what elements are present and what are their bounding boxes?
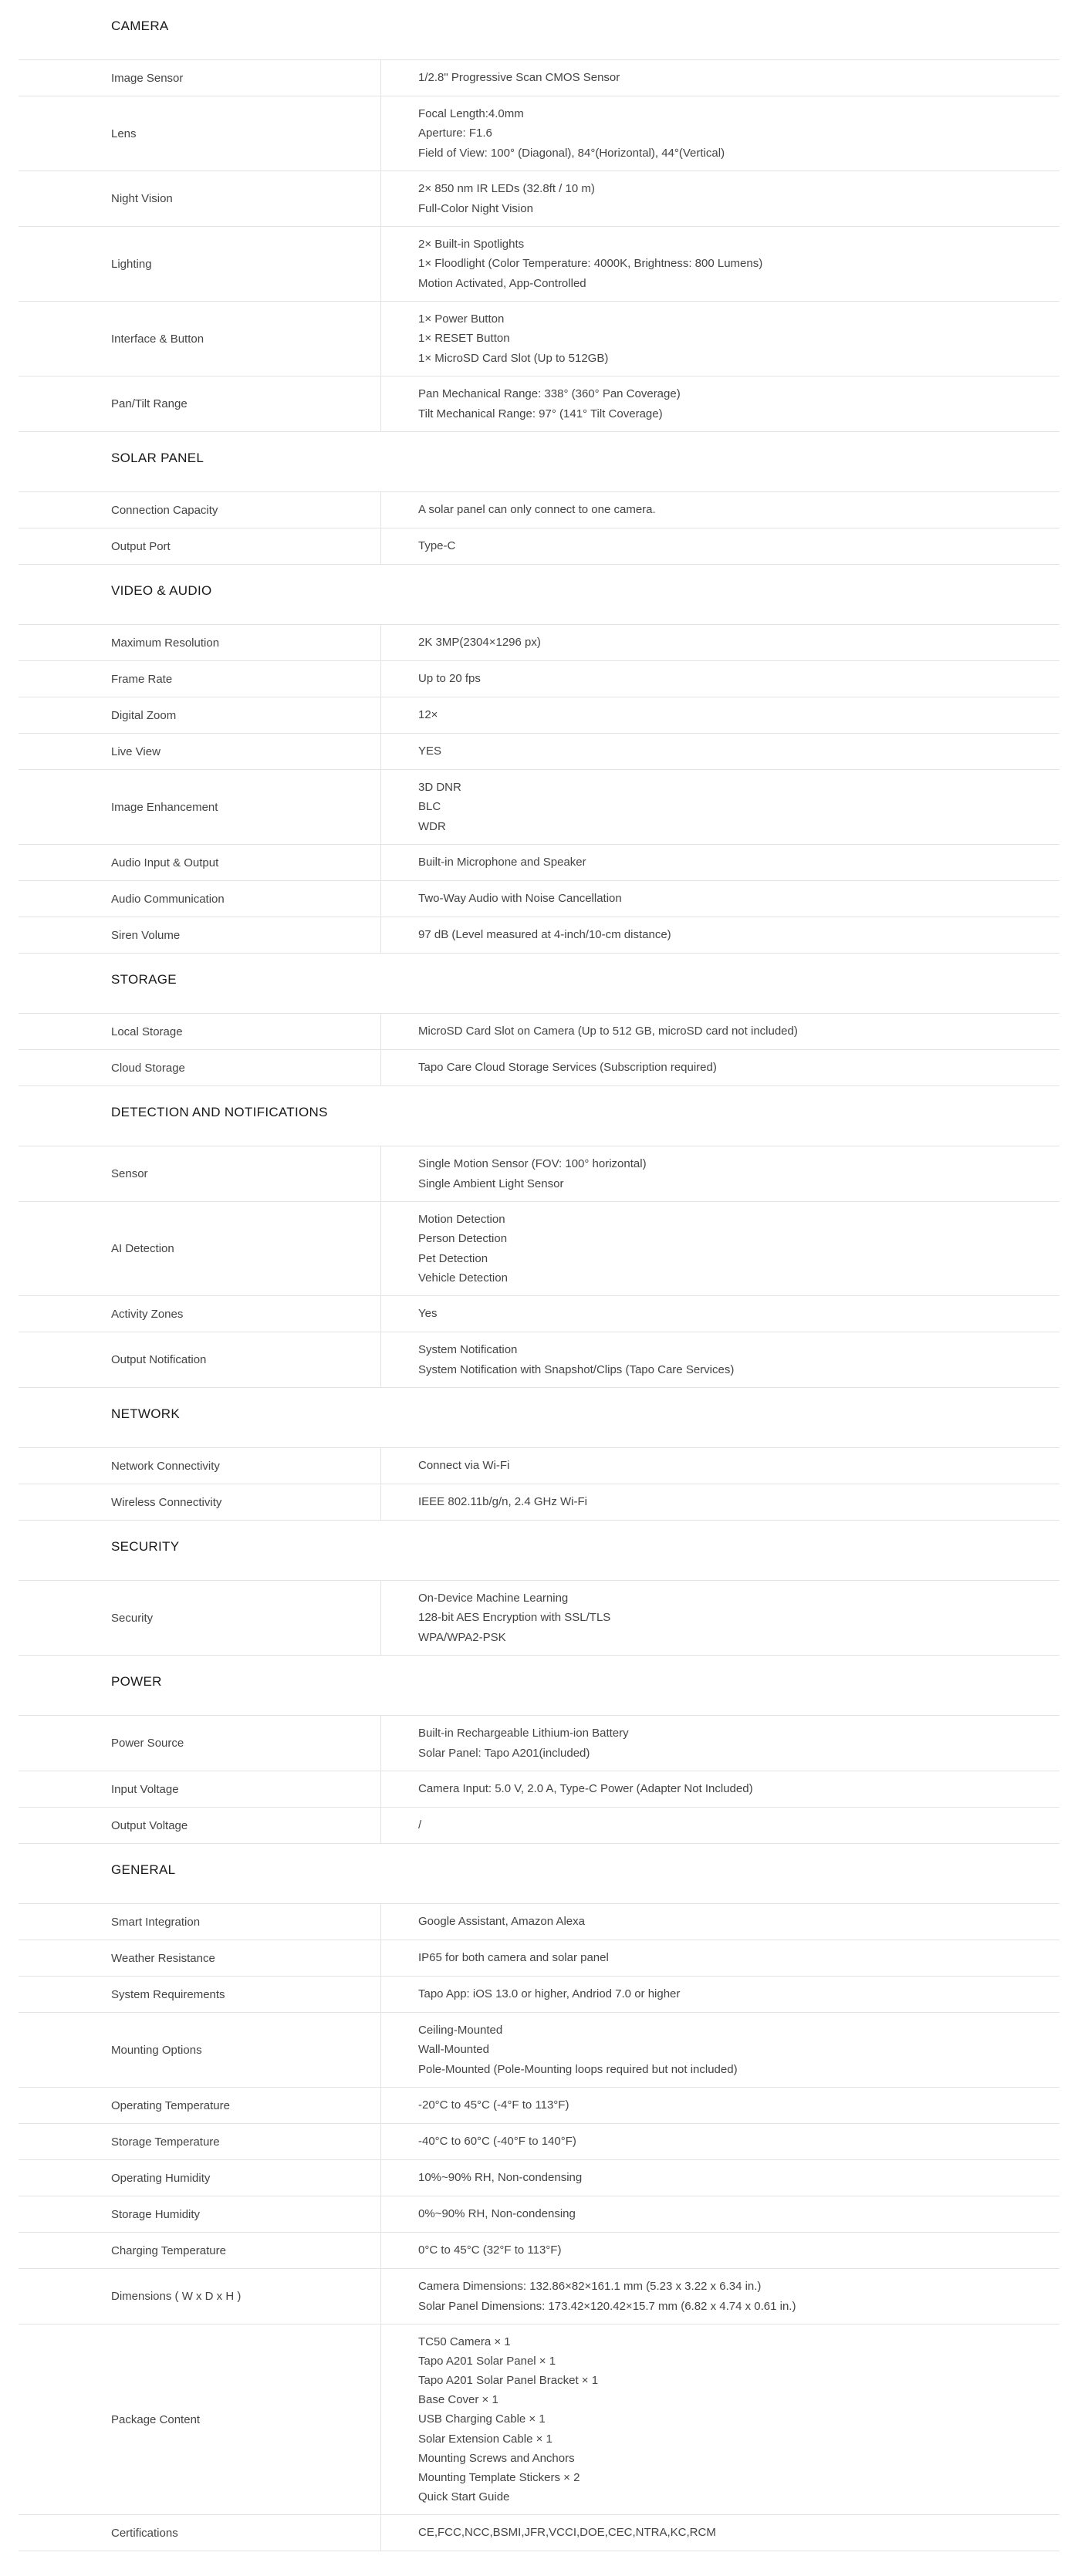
spec-value bbox=[381, 1904, 1059, 1940]
spec-row bbox=[19, 1808, 1059, 1844]
spec-value bbox=[381, 1484, 1059, 1520]
spec-row bbox=[19, 1977, 1059, 2013]
spec-row bbox=[19, 96, 1059, 171]
spec-value-line: Person Detection bbox=[418, 1232, 508, 1246]
spec-row bbox=[19, 302, 1059, 376]
spec-label: Output Port bbox=[19, 528, 381, 564]
spec-value-line: Ceiling-Mounted bbox=[418, 2024, 503, 2038]
spec-row bbox=[19, 2160, 1059, 2196]
spec-value bbox=[381, 1146, 1059, 1201]
spec-label: Mounting Options bbox=[19, 2013, 381, 2087]
spec-row bbox=[19, 881, 1059, 917]
spec-value-line: 10%~90% RH, Non-condensing bbox=[418, 2171, 583, 2185]
spec-value-line: Aperture: F1.6 bbox=[418, 127, 492, 140]
spec-label: Lens bbox=[19, 96, 381, 170]
spec-value-line: Base Cover × 1 bbox=[418, 2393, 498, 2407]
spec-value-line: YES bbox=[418, 744, 442, 758]
spec-row bbox=[19, 60, 1059, 96]
spec-value-line: Up to 20 fps bbox=[418, 672, 481, 686]
spec-value-line: Field of View: 100° (Diagonal), 84°(Horizontal), 44°(Vertical) bbox=[418, 146, 725, 160]
spec-value-line: Full-Color Night Vision bbox=[418, 201, 533, 215]
spec-value bbox=[381, 1808, 1059, 1843]
spec-label: Audio Input & Output bbox=[19, 845, 381, 880]
spec-label: Wireless Connectivity bbox=[19, 1484, 381, 1520]
spec-value-line: 0%~90% RH, Non-condensing bbox=[418, 2207, 576, 2221]
spec-value-line: 0°C to 45°C (32°F to 113°F) bbox=[418, 2243, 562, 2257]
spec-label: Cloud Storage bbox=[19, 1050, 381, 1085]
spec-section bbox=[0, 1656, 1078, 1844]
spec-value bbox=[381, 2324, 1059, 2514]
spec-value-line: MicroSD Card Slot on Camera (Up to 512 GB, microSD card not included) bbox=[418, 1025, 798, 1038]
spec-row bbox=[19, 2124, 1059, 2160]
spec-value bbox=[381, 302, 1059, 376]
spec-value bbox=[381, 528, 1059, 564]
spec-value bbox=[381, 1448, 1059, 1484]
spec-value-line: 97 dB (Level measured at 4-inch/10-cm distance) bbox=[418, 928, 671, 942]
spec-row bbox=[19, 1296, 1059, 1332]
spec-label: Digital Zoom bbox=[19, 697, 381, 733]
spec-label: Maximum Resolution bbox=[19, 625, 381, 660]
spec-value-line: 128-bit AES Encryption with SSL/TLS bbox=[418, 1611, 611, 1625]
spec-value bbox=[381, 171, 1059, 226]
spec-value-line: Tapo A201 Solar Panel Bracket × 1 bbox=[418, 2374, 599, 2388]
spec-value-line: TC50 Camera × 1 bbox=[418, 2335, 511, 2349]
spec-value-line: IP65 for both camera and solar panel bbox=[418, 1951, 609, 1965]
spec-value-line: Solar Extension Cable × 1 bbox=[418, 2432, 553, 2446]
spec-value bbox=[381, 2515, 1059, 2551]
spec-label: Dimensions ( W x D x H ) bbox=[19, 2269, 381, 2324]
spec-value-line: WDR bbox=[418, 819, 446, 833]
spec-value bbox=[381, 2013, 1059, 2087]
section-title: CAMERA bbox=[19, 0, 1059, 60]
spec-value-line: Pet Detection bbox=[418, 1251, 488, 1265]
spec-value bbox=[381, 1050, 1059, 1085]
section-title: STORAGE bbox=[19, 954, 1059, 1014]
spec-value-line: USB Charging Cable × 1 bbox=[418, 2412, 546, 2426]
spec-label: System Requirements bbox=[19, 1977, 381, 2012]
spec-label: Pan/Tilt Range bbox=[19, 376, 381, 431]
spec-label: Sensor bbox=[19, 1146, 381, 1201]
spec-label: Certifications bbox=[19, 2515, 381, 2551]
spec-value-line: Mounting Screws and Anchors bbox=[418, 2451, 575, 2465]
spec-value-line: -40°C to 60°C (-40°F to 140°F) bbox=[418, 2135, 576, 2149]
spec-value-line: 1/2.8" Progressive Scan CMOS Sensor bbox=[418, 71, 620, 85]
spec-label: Output Voltage bbox=[19, 1808, 381, 1843]
spec-value bbox=[381, 845, 1059, 880]
section-title: DETECTION AND NOTIFICATIONS bbox=[19, 1086, 1059, 1146]
spec-row bbox=[19, 2269, 1059, 2324]
spec-value bbox=[381, 1332, 1059, 1387]
spec-row bbox=[19, 2233, 1059, 2269]
spec-value bbox=[381, 1771, 1059, 1807]
spec-value-line: 3D DNR bbox=[418, 781, 461, 795]
spec-label: Connection Capacity bbox=[19, 492, 381, 528]
spec-value-line: 12× bbox=[418, 708, 438, 722]
spec-value-line: 1× Floodlight (Color Temperature: 4000K, Brightness: 800 Lumens) bbox=[418, 257, 763, 271]
spec-row bbox=[19, 1448, 1059, 1484]
spec-value-line: Connect via Wi-Fi bbox=[418, 1459, 510, 1473]
spec-value-line: Focal Length:4.0mm bbox=[418, 107, 524, 121]
spec-label: Live View bbox=[19, 734, 381, 769]
spec-label: Operating Humidity bbox=[19, 2160, 381, 2196]
spec-label: Power Source bbox=[19, 1716, 381, 1771]
spec-value bbox=[381, 1296, 1059, 1332]
spec-value-line: IEEE 802.11b/g/n, 2.4 GHz Wi-Fi bbox=[418, 1495, 587, 1509]
spec-value-line: Quick Start Guide bbox=[418, 2490, 510, 2503]
spec-row bbox=[19, 1146, 1059, 1202]
spec-section bbox=[0, 432, 1078, 565]
section-title: POWER bbox=[19, 1656, 1059, 1716]
spec-value-line: Solar Panel Dimensions: 173.42×120.42×15.7 mm (6.82 x 4.74 x 0.61 in.) bbox=[418, 2299, 796, 2313]
spec-value bbox=[381, 1581, 1059, 1655]
spec-row bbox=[19, 1904, 1059, 1940]
spec-row bbox=[19, 1581, 1059, 1656]
spec-row bbox=[19, 2196, 1059, 2233]
spec-value bbox=[381, 2269, 1059, 2324]
spec-value-line: System Notification with Snapshot/Clips (Tapo Care Services) bbox=[418, 1362, 735, 1376]
spec-value-line: Single Motion Sensor (FOV: 100° horizontal) bbox=[418, 1157, 647, 1171]
spec-value bbox=[381, 492, 1059, 528]
spec-value-line: Camera Input: 5.0 V, 2.0 A, Type-C Power (Adapter Not Included) bbox=[418, 1782, 753, 1796]
spec-value bbox=[381, 2196, 1059, 2232]
spec-value bbox=[381, 96, 1059, 170]
spec-value-line: Tapo A201 Solar Panel × 1 bbox=[418, 2355, 556, 2368]
spec-value-line: Pole-Mounted (Pole-Mounting loops required but not included) bbox=[418, 2062, 738, 2076]
spec-value-line: Yes bbox=[418, 1307, 438, 1321]
spec-value-line: System Notification bbox=[418, 1343, 518, 1357]
spec-value-line: Built-in Rechargeable Lithium-ion Battery bbox=[418, 1727, 629, 1740]
spec-row bbox=[19, 770, 1059, 845]
spec-value bbox=[381, 60, 1059, 96]
spec-value-line: 1× Power Button bbox=[418, 312, 505, 326]
section-title: NETWORK bbox=[19, 1388, 1059, 1448]
spec-label: Audio Communication bbox=[19, 881, 381, 917]
spec-value-line: Tapo App: iOS 13.0 or higher, Andriod 7.0 or higher bbox=[418, 1987, 681, 2001]
spec-value bbox=[381, 1202, 1059, 1295]
spec-value bbox=[381, 881, 1059, 917]
spec-label: Local Storage bbox=[19, 1014, 381, 1049]
spec-value-line: BLC bbox=[418, 800, 441, 814]
spec-label: Weather Resistance bbox=[19, 1940, 381, 1976]
spec-value-line: On-Device Machine Learning bbox=[418, 1592, 569, 1605]
spec-row bbox=[19, 845, 1059, 881]
spec-label: Storage Temperature bbox=[19, 2124, 381, 2159]
spec-row bbox=[19, 1332, 1059, 1388]
spec-row bbox=[19, 1716, 1059, 1771]
spec-value-line: Pan Mechanical Range: 338° (360° Pan Coverage) bbox=[418, 387, 681, 401]
spec-row bbox=[19, 1771, 1059, 1808]
spec-label: Output Notification bbox=[19, 1332, 381, 1387]
spec-value bbox=[381, 2233, 1059, 2268]
spec-row bbox=[19, 2324, 1059, 2515]
spec-row bbox=[19, 376, 1059, 432]
spec-row bbox=[19, 2088, 1059, 2124]
spec-label: Input Voltage bbox=[19, 1771, 381, 1807]
spec-value bbox=[381, 1940, 1059, 1976]
spec-value bbox=[381, 2160, 1059, 2196]
spec-section bbox=[0, 1521, 1078, 1656]
spec-label: Package Content bbox=[19, 2324, 381, 2514]
spec-row bbox=[19, 917, 1059, 954]
spec-section bbox=[0, 1086, 1078, 1388]
spec-value bbox=[381, 697, 1059, 733]
spec-label: Activity Zones bbox=[19, 1296, 381, 1332]
spec-label: Storage Humidity bbox=[19, 2196, 381, 2232]
spec-label: Image Enhancement bbox=[19, 770, 381, 844]
spec-value-line: Google Assistant, Amazon Alexa bbox=[418, 1915, 585, 1929]
spec-value bbox=[381, 1977, 1059, 2012]
spec-value-line: 2× Built-in Spotlights bbox=[418, 238, 525, 252]
spec-section bbox=[0, 954, 1078, 1086]
spec-value-line: Solar Panel: Tapo A201(included) bbox=[418, 1746, 590, 1760]
spec-value bbox=[381, 2124, 1059, 2159]
spec-row bbox=[19, 528, 1059, 565]
spec-value-line: -20°C to 45°C (-4°F to 113°F) bbox=[418, 2098, 569, 2112]
spec-section bbox=[0, 565, 1078, 954]
spec-row bbox=[19, 2515, 1059, 2551]
spec-section bbox=[0, 1388, 1078, 1521]
spec-row bbox=[19, 661, 1059, 697]
section-title: SOLAR PANEL bbox=[19, 432, 1059, 492]
spec-value bbox=[381, 770, 1059, 844]
spec-label: Image Sensor bbox=[19, 60, 381, 96]
spec-row bbox=[19, 734, 1059, 770]
spec-label: Lighting bbox=[19, 227, 381, 301]
spec-label: Interface & Button bbox=[19, 302, 381, 376]
spec-label: Charging Temperature bbox=[19, 2233, 381, 2268]
spec-label: Smart Integration bbox=[19, 1904, 381, 1940]
spec-label: Operating Temperature bbox=[19, 2088, 381, 2123]
spec-value-line: WPA/WPA2-PSK bbox=[418, 1630, 506, 1644]
spec-label: Siren Volume bbox=[19, 917, 381, 953]
spec-value-line: A solar panel can only connect to one camera. bbox=[418, 503, 656, 517]
spec-value bbox=[381, 227, 1059, 301]
spec-value-line: Vehicle Detection bbox=[418, 1271, 508, 1285]
spec-value-line: 1× MicroSD Card Slot (Up to 512GB) bbox=[418, 351, 609, 365]
section-title: VIDEO & AUDIO bbox=[19, 565, 1059, 625]
spec-value-line: / bbox=[418, 1818, 422, 1832]
spec-value bbox=[381, 2088, 1059, 2123]
spec-label: Night Vision bbox=[19, 171, 381, 226]
spec-value bbox=[381, 1014, 1059, 1049]
spec-row bbox=[19, 1484, 1059, 1521]
spec-row bbox=[19, 227, 1059, 302]
spec-label: AI Detection bbox=[19, 1202, 381, 1295]
spec-value bbox=[381, 917, 1059, 953]
spec-label: Security bbox=[19, 1581, 381, 1655]
spec-section bbox=[0, 1844, 1078, 2551]
spec-row bbox=[19, 625, 1059, 661]
spec-value-line: Wall-Mounted bbox=[418, 2043, 489, 2057]
spec-row bbox=[19, 171, 1059, 227]
section-title: GENERAL bbox=[19, 1844, 1059, 1904]
spec-row bbox=[19, 2013, 1059, 2088]
spec-value-line: Type-C bbox=[418, 539, 456, 553]
spec-value-line: Two-Way Audio with Noise Cancellation bbox=[418, 892, 622, 906]
spec-label: Network Connectivity bbox=[19, 1448, 381, 1484]
spec-value-line: Camera Dimensions: 132.86×82×161.1 mm (5.23 x 3.22 x 6.34 in.) bbox=[418, 2280, 762, 2294]
spec-value bbox=[381, 661, 1059, 697]
spec-section bbox=[0, 0, 1078, 432]
spec-value-line: Motion Detection bbox=[418, 1213, 505, 1227]
spec-label: Frame Rate bbox=[19, 661, 381, 697]
spec-value bbox=[381, 376, 1059, 431]
spec-value bbox=[381, 1716, 1059, 1771]
spec-row bbox=[19, 1202, 1059, 1296]
section-title: SECURITY bbox=[19, 1521, 1059, 1581]
spec-value-line: Mounting Template Stickers × 2 bbox=[418, 2470, 580, 2484]
spec-value-line: Tapo Care Cloud Storage Services (Subscription required) bbox=[418, 1061, 717, 1075]
spec-row bbox=[19, 492, 1059, 528]
spec-value-line: Single Ambient Light Sensor bbox=[418, 1177, 564, 1190]
spec-value bbox=[381, 734, 1059, 769]
spec-value-line: CE,FCC,NCC,BSMI,JFR,VCCI,DOE,CEC,NTRA,KC,RCM bbox=[418, 2526, 716, 2540]
spec-row bbox=[19, 1014, 1059, 1050]
spec-value-line: Motion Activated, App-Controlled bbox=[418, 276, 586, 290]
spec-row bbox=[19, 1050, 1059, 1086]
spec-row bbox=[19, 1940, 1059, 1977]
spec-value-line: Built-in Microphone and Speaker bbox=[418, 856, 586, 869]
spec-value-line: 2× 850 nm IR LEDs (32.8ft / 10 m) bbox=[418, 182, 595, 196]
spec-value bbox=[381, 625, 1059, 660]
spec-value-line: 1× RESET Button bbox=[418, 332, 510, 346]
spec-value-line: Tilt Mechanical Range: 97° (141° Tilt Coverage) bbox=[418, 407, 663, 420]
spec-value-line: 2K 3MP(2304×1296 px) bbox=[418, 636, 541, 650]
spec-row bbox=[19, 697, 1059, 734]
